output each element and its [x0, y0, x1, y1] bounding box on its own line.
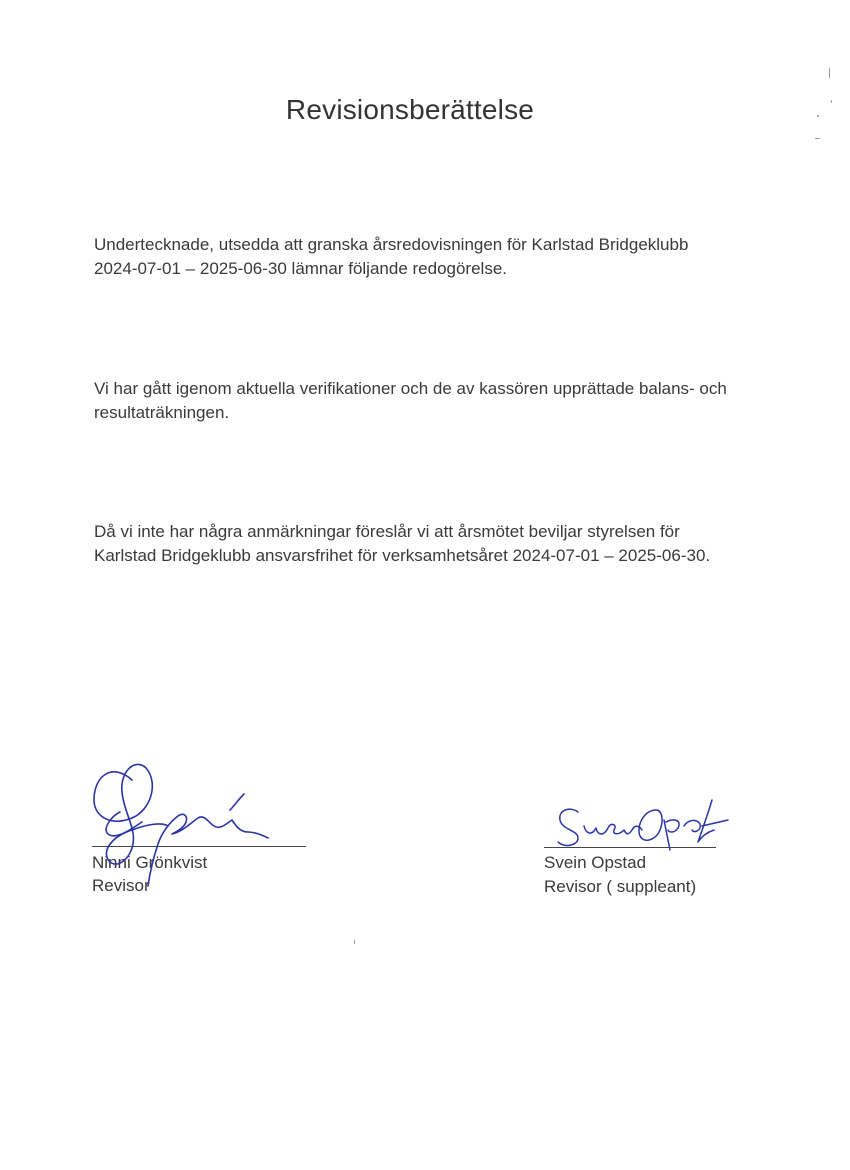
signatory-name-left: Ninni Grönkvist — [92, 853, 208, 872]
scan-speck — [831, 100, 832, 103]
intro-paragraph: Undertecknade, utsedda att granska årsredovisningen för Karlstad Bridgeklubb 2024-07-01 – 2025-06-30 lämnar följande redogörelse. — [94, 235, 689, 278]
scan-speck — [829, 68, 830, 78]
document-title: Revisionsberättelse — [285, 94, 535, 125]
conclusion-paragraph: Då vi inte har några anmärkningar föreslår vi att årsmötet beviljar styrelsen för Karlstad Bridgeklubb ansvarsfrihet för verksamhetsåret 2024-07-01 – 2025-06-30. — [94, 522, 711, 565]
handwritten-signature-left — [92, 752, 312, 892]
signatory-role-right: Revisor ( suppleant) — [544, 877, 697, 896]
review-paragraph: Vi har gått igenom aktuella verifikationer och de av kassören upprättade balans- och resultaträkningen. — [94, 379, 727, 422]
signatory-name-right: Svein Opstad — [544, 853, 647, 872]
signatory-role-left: Revisor — [92, 876, 150, 895]
scan-speck — [817, 115, 819, 117]
scan-speck — [815, 138, 820, 139]
handwritten-signature-right — [552, 790, 742, 870]
scan-speck — [354, 940, 355, 944]
